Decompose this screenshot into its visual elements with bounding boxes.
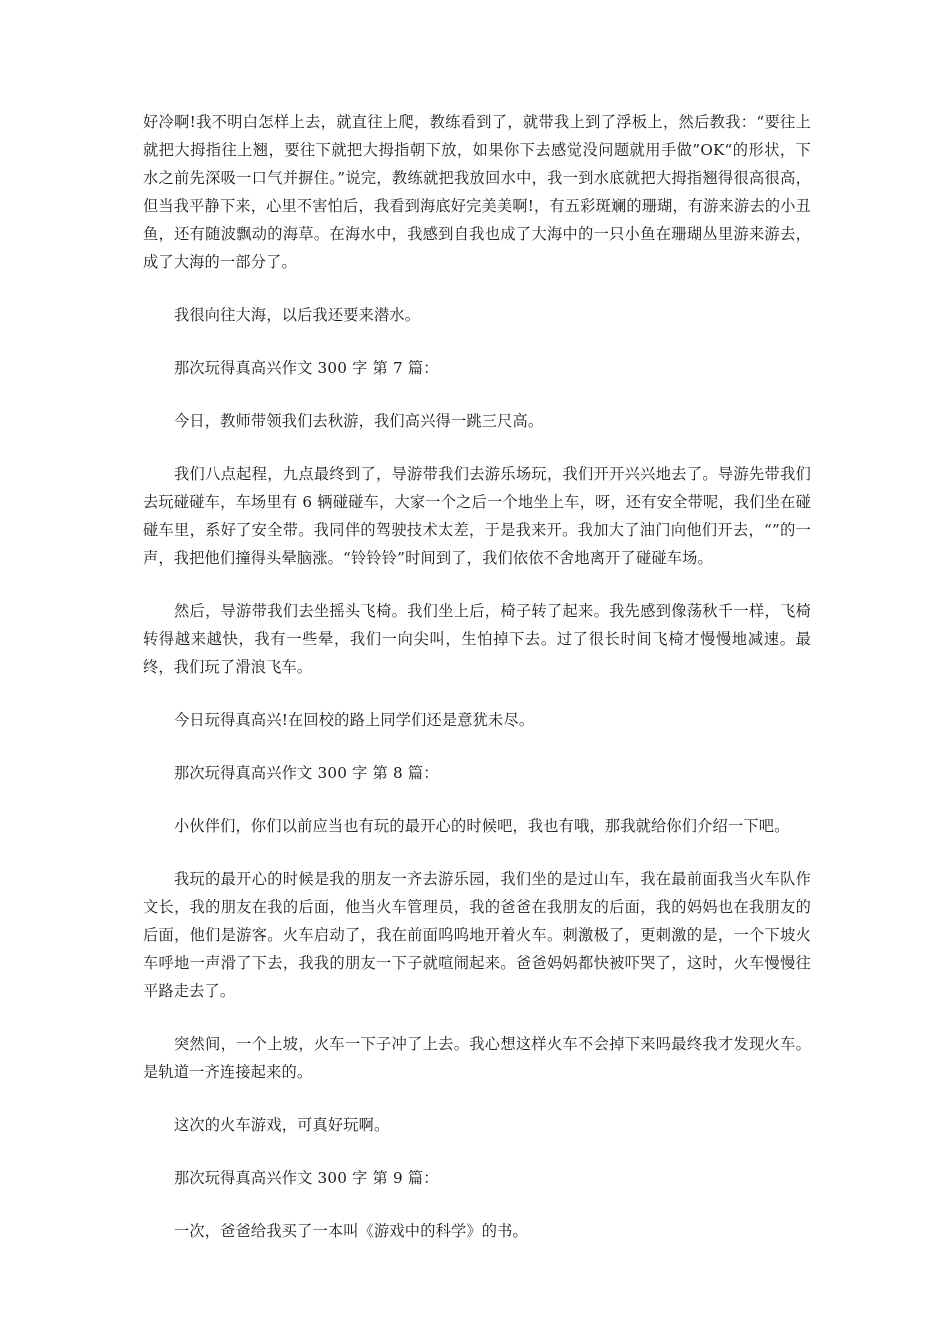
- paragraph-gap: [143, 572, 811, 597]
- paragraph-gap: [143, 840, 811, 865]
- paragraph-gap: [143, 1086, 811, 1111]
- section-heading-9: 那次玩得真高兴作文 300 字 第 9 篇：: [174, 1169, 439, 1187]
- paragraph-gap: [143, 1139, 811, 1164]
- paragraph-flying-chairs: 然后，导游带我们去坐摇头飞椅。我们坐上后，椅子转了起来。我先感到像荡秋千一样，飞椅转得越来越快，我有一些晕，我们一向尖叫，生怕掉下去。过了很长时间飞椅才慢慢地减速。最终，我们玩了滑浪飞车。: [143, 602, 811, 676]
- paragraph-train-game: 这次的火车游戏，可真好玩啊。: [174, 1116, 390, 1134]
- paragraph-diving-story: 好冷啊!我不明白怎样上去，就直往上爬，教练看到了，就带我上到了浮板上，然后教我：“要往上就把大拇指往上翘，要往下就把大拇指朝下放，如果你下去感觉没问题就用手做”OK“的形状，下水之前先深吸一口气并摒住。”说完，教练就把我放回水中，我一到水底就把大拇指翘得很高很高，但当我平静下来，心里不害怕后，我看到海底好完美美啊!，有五彩斑斓的珊瑚，有游来游去的小丑鱼，还有随波飘动的海草。在海水中，我感到自我也成了大海中的一只小鱼在珊瑚丛里游来游去，成了大海的一部分了。: [143, 113, 811, 271]
- paragraph-gap: [143, 681, 811, 706]
- paragraph-gap: [143, 1005, 811, 1030]
- paragraph-introduction: 小伙伴们，你们以前应当也有玩的最开心的时候吧，我也有哦，那我就给你们介绍一下吧。: [174, 817, 790, 835]
- section-heading-7: 那次玩得真高兴作文 300 字 第 7 篇：: [174, 359, 439, 377]
- paragraph-bumper-cars: 我们八点起程，九点最终到了，导游带我们去游乐场玩，我们开开兴兴地去了。导游先带我们去玩碰碰车，车场里有 6 辆碰碰车，大家一个之后一个地坐上车，呀，还有安全带呢，我们坐在碰碰车里，系好了安全带。我同伴的驾驶技术太差，于是我来开。我加大了油门向他们开去，“”的一声，我把他们撞得头晕脑涨。“铃铃铃”时间到了，我们依依不舍地离开了碰碰车场。: [143, 465, 811, 567]
- paragraph-longing-sea: 我很向往大海，以后我还要来潜水。: [174, 306, 421, 324]
- paragraph-gap: [143, 1192, 811, 1217]
- paragraph-autumn-trip: 今日，教师带领我们去秋游，我们高兴得一跳三尺高。: [174, 412, 544, 430]
- paragraph-gap: [143, 329, 811, 354]
- document-page: [143, 108, 811, 1245]
- paragraph-gap: [143, 276, 811, 301]
- paragraph-roller-coaster: 我玩的最开心的时候是我的朋友一齐去游乐园，我们坐的是过山车，我在最前面我当火车队作文长，我的朋友在我的后面，他当火车管理员，我的爸爸在我朋友的后面，我的妈妈也在我朋友的后面，他们是游客。火车启动了，我在前面呜呜地开着火车。刺激极了，更刺激的是，一个下坡火车呼地一声滑了下去，我我的朋友一下子就喧闹起来。爸爸妈妈都快被吓哭了，这时，火车慢慢往平路走去了。: [143, 870, 811, 1000]
- paragraph-gap: [143, 382, 811, 407]
- paragraph-happy-day: 今日玩得真高兴!在回校的路上同学们还是意犹未尽。: [174, 711, 535, 729]
- paragraph-uphill: 突然间，一个上坡，火车一下子冲了上去。我心想这样火车不会掉下来吗最终我才发现火车。是轨道一齐连接起来的。: [143, 1035, 811, 1081]
- paragraph-gap: [143, 435, 811, 460]
- paragraph-gap: [143, 787, 811, 812]
- paragraph-gap: [143, 734, 811, 759]
- section-heading-8: 那次玩得真高兴作文 300 字 第 8 篇：: [174, 764, 439, 782]
- paragraph-science-book: 一次，爸爸给我买了一本叫《游戏中的科学》的书。: [174, 1222, 528, 1240]
